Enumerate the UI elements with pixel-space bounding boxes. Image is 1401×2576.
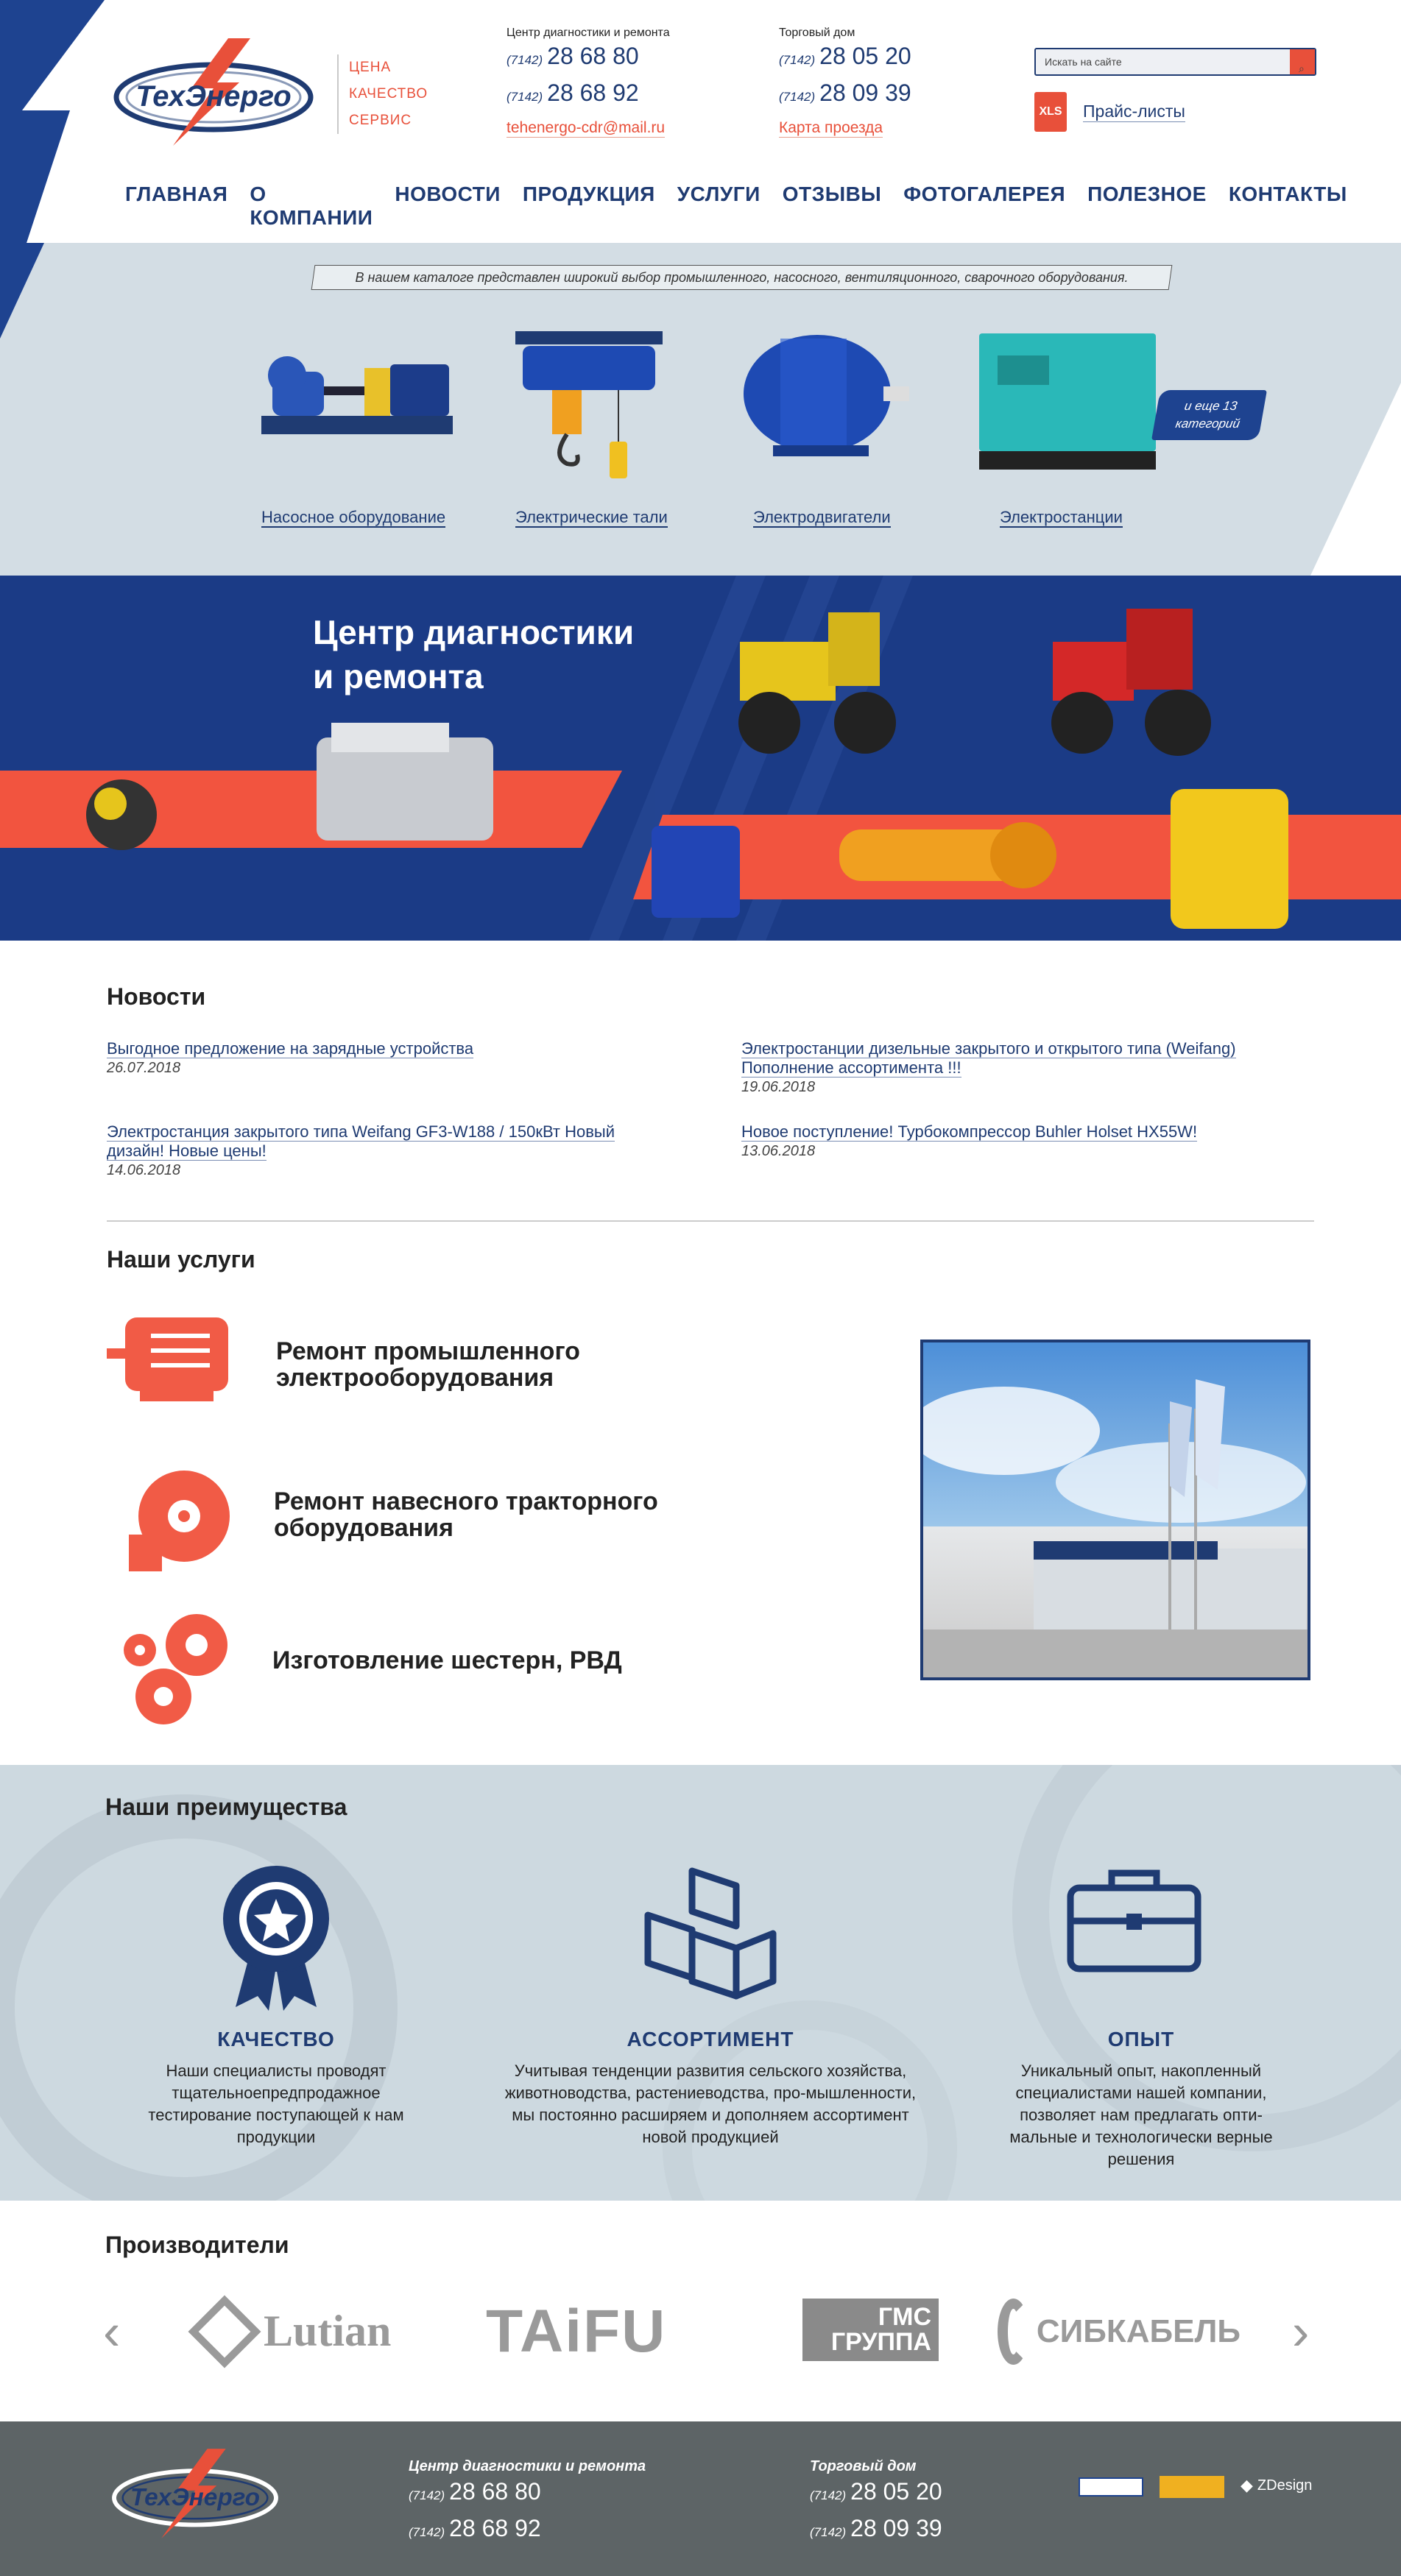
carousel-next-button[interactable]: › (1292, 2303, 1310, 2360)
lutian-logo-mark (188, 2295, 261, 2368)
news-item (107, 1039, 666, 1077)
footer-logo-text: ТехЭнерго (130, 2483, 261, 2511)
nav-item-gallery[interactable]: ФОТОГАЛЕРЕЯ (903, 183, 1066, 205)
news-link[interactable]: Электростанции дизельные закрытого и открытого типа (Weifang) Пополнение ассортимента !!! (741, 1039, 1236, 1077)
manufacturers-heading: Производители (105, 2232, 289, 2258)
logo[interactable] (103, 37, 324, 147)
services-heading: Наши услуги (107, 1246, 255, 1273)
price-list-link[interactable]: Прайс-листы (1083, 102, 1185, 121)
turbo-service-icon (125, 1465, 236, 1579)
slogan-price: ЦЕНА (349, 60, 392, 75)
news-link[interactable]: Новое поступление! Турбокомпрессор Buhler Holset HX55W! (741, 1122, 1198, 1141)
banner-title: Центр диагностики и ремонта (313, 613, 635, 696)
counter-badge[interactable] (1079, 2477, 1143, 2497)
search-icon: ⌕ (1299, 63, 1305, 74)
phone-1[interactable]: (7142) 28 68 80 (507, 43, 639, 69)
news-item (741, 1039, 1301, 1096)
developer-icon: ◆ (1241, 2476, 1253, 2494)
gears-service-icon (119, 1604, 237, 1733)
service-title[interactable]: Ремонт промышленного электрооборудования (276, 1337, 580, 1392)
slogan-quality: КАЧЕСТВО (349, 86, 428, 102)
slogan-service: СЕРВИС (349, 113, 412, 128)
footer-phone-1[interactable]: (7142) 28 68 80 (409, 2478, 541, 2505)
advantage-title: АССОРТИМЕНТ (627, 2028, 794, 2050)
nav-item-reviews[interactable]: ОТЗЫВЫ (782, 183, 882, 205)
catalog-link-motors[interactable]: Электродвигатели (753, 508, 891, 526)
contacts-title: Центр диагностики и ремонта (507, 26, 670, 39)
advantage-experience (987, 2028, 1296, 2170)
divider (107, 1220, 1314, 1222)
motor-image[interactable] (736, 328, 920, 464)
news-item (107, 1122, 666, 1179)
footer-contacts-service (409, 2458, 646, 2549)
catalog-item-pumps (261, 508, 445, 527)
search-placeholder: Искать на сайте (1045, 56, 1122, 68)
advantage-text: Наши специалисты проводят тщательноепредпродажное тестирование поступающей к нам продукции (148, 2062, 404, 2146)
advantage-text: Учитывая тенденции развития сельского хозяйства, животноводства, растениеводства, про-мышленности, мы постоянно расширяем и дополняем ассортимент новой продукцией (504, 2062, 917, 2146)
nav-item-news[interactable]: НОВОСТИ (395, 183, 501, 205)
advantage-assortment (501, 2028, 920, 2148)
email-link[interactable]: tehenergo-cdr@mail.ru (507, 119, 666, 136)
sibkabel-logo-mark (998, 2299, 1029, 2365)
xls-file-icon: XLS (1034, 92, 1067, 132)
boxes-icon (640, 1864, 780, 2014)
hoist-image[interactable] (515, 316, 663, 489)
catalog-item-generators (1000, 508, 1123, 527)
footer-phone-3[interactable]: (7142) 28 05 20 (810, 2478, 942, 2505)
advantages-heading: Наши преимущества (105, 1794, 347, 1820)
developer-logo[interactable]: ◆ ZDesign (1241, 2476, 1313, 2494)
repair-center-banner[interactable] (0, 576, 1401, 941)
footer-phone-4[interactable]: (7142) 28 09 39 (810, 2515, 942, 2541)
footer-phone-2[interactable]: (7142) 28 68 92 (409, 2515, 541, 2541)
news-link[interactable]: Электростанция закрытого типа Weifang GF3-W188 / 150кВт Новый дизайн! Новые цены! (107, 1122, 615, 1160)
advantage-title: КАЧЕСТВО (217, 2028, 335, 2050)
news-date: 14.06.2018 (107, 1162, 181, 1178)
map-link[interactable]: Карта проезда (779, 119, 883, 136)
news-date: 19.06.2018 (741, 1079, 816, 1095)
slogans (337, 54, 428, 134)
manufacturer-logo-lutian[interactable]: Lutian (199, 2296, 420, 2366)
news-link[interactable]: Выгодное предложение на зарядные устройства (107, 1039, 474, 1058)
motor-service-icon (107, 1310, 239, 1413)
power-station-image[interactable] (975, 330, 1160, 481)
phone-2[interactable]: (7142) 28 68 92 (507, 79, 639, 106)
nav-item-products[interactable]: ПРОДУКЦИЯ (522, 183, 655, 205)
carousel-prev-button[interactable]: ‹ (103, 2303, 121, 2360)
pump-image[interactable] (258, 346, 456, 445)
nav-item-services[interactable]: УСЛУГИ (677, 183, 761, 205)
catalog-item-motors (753, 508, 891, 527)
footer-contacts-title: Центр диагностики и ремонта (409, 2458, 646, 2474)
advantage-text: Уникальный опыт, накопленный специалистами нашей компании, позволяет нам предлагать опти-мальные и технологически верные решения (1009, 2062, 1273, 2168)
search-button[interactable] (1290, 49, 1315, 74)
phone-4[interactable]: (7142) 28 09 39 (779, 79, 911, 106)
news-date: 13.06.2018 (741, 1143, 816, 1159)
more-categories-badge[interactable]: и еще 13 категорий (1151, 390, 1267, 440)
nav-item-home[interactable]: ГЛАВНАЯ (125, 183, 228, 205)
contacts-title: Торговый дом (779, 26, 855, 39)
price-list[interactable] (1034, 92, 1185, 132)
contacts-trade-house (779, 26, 911, 138)
nav-item-contacts[interactable]: КОНТАКТЫ (1228, 183, 1347, 205)
nav-item-useful[interactable]: ПОЛЕЗНОЕ (1087, 183, 1207, 205)
main-nav (125, 183, 1347, 230)
footer-logo[interactable] (103, 2442, 287, 2545)
contacts-service-center (507, 26, 670, 138)
counter-badge-2[interactable] (1160, 2476, 1224, 2498)
search-input[interactable] (1034, 48, 1316, 76)
catalog-link-pumps[interactable]: Насосное оборудование (261, 508, 446, 526)
service-title[interactable]: Изготовление шестерн, РВД (272, 1646, 622, 1674)
advantage-quality (147, 2028, 405, 2148)
news-heading: Новости (107, 983, 206, 1010)
phone-3[interactable]: (7142) 28 05 20 (779, 43, 911, 69)
manufacturer-logo-gms[interactable]: ГМС ГРУППА (802, 2299, 939, 2361)
footer-contacts-trade (810, 2458, 942, 2549)
catalog-note: В нашем каталоге представлен широкий выбор промышленного, насосного, вентиляционного, сварочного оборудования. (311, 265, 1173, 290)
manufacturer-logo-taifu[interactable]: TAiFU (486, 2298, 667, 2365)
catalog-link-hoists[interactable]: Электрические тали (515, 508, 668, 526)
briefcase-icon (1066, 1866, 1202, 1980)
catalog-item-hoists (515, 508, 668, 527)
news-item (741, 1122, 1301, 1160)
manufacturer-logo-sibkabel[interactable]: СИБКАБЕЛЬ (998, 2295, 1241, 2368)
news-date: 26.07.2018 (107, 1060, 181, 1076)
catalog-link-generators[interactable]: Электростанции (1000, 508, 1123, 526)
company-building-photo[interactable] (920, 1340, 1310, 1680)
advantage-title: ОПЫТ (1107, 2028, 1175, 2050)
logo-text: ТехЭнерго (135, 80, 292, 113)
nav-item-about[interactable]: О КОМПАНИИ (250, 183, 373, 229)
footer-contacts-title: Торговый дом (810, 2458, 917, 2474)
quality-medal-icon (217, 1864, 335, 2014)
service-title[interactable]: Ремонт навесного тракторного оборудования (274, 1487, 658, 1542)
